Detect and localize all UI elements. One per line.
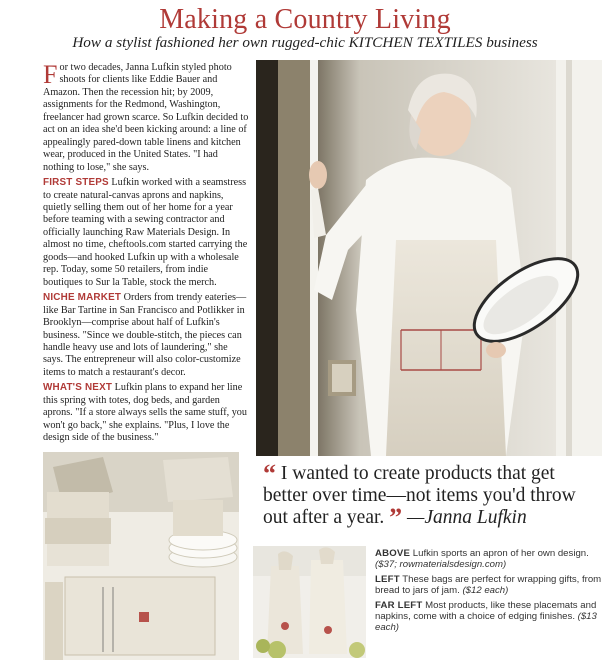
section-text: Lufkin worked with a seamstress to create natural-canvas aprons and napkins, quietly selling them out of her home for a year before teaming with a sewing contractor and officially launching Raw Materials Design. In almost no time, cheftools.com started carrying the goods—and hooked Lufkin up with a wholesale rep. Today, some 50 retailers, from indie boutiques to Sur la Table, stock the merch.	[43, 177, 248, 288]
drop-cap: F	[43, 60, 58, 89]
section-text: Lufkin plans to expand her line this spring with totes, dog beds, and garden aprons. "If a store always sells the same stuff, you won't go back," she explains. "Plus, I love the design side of the business."	[43, 382, 247, 444]
section-first-steps	[43, 177, 249, 289]
photo-placemats-napkins	[43, 452, 239, 660]
page-subtitle: How a stylist fashioned her own rugged-chic KITCHEN TEXTILES business	[72, 34, 538, 51]
section-heading: FIRST STEPS	[43, 177, 109, 189]
article-intro	[43, 62, 249, 174]
caption-above: ABOVE Lufkin sports an apron of her own design. ($37; rowmaterialsdesign.com)	[375, 548, 589, 571]
intro-text: or two decades, Janna Lufkin styled photo shoots for clients like Eddie Bauer and Amazon. Then the recession hit; by 2009, assignments for the Redmond, Washington, freelancer had grown scarce. So Lufkin decided to act on an idea she'd been kicking around: a line of appealingly pared-down table linens and kitchen wear, produced in the United States. "I had nothing to lose," she says.	[43, 62, 249, 173]
pull-quote-attribution: —Janna Lufkin	[407, 507, 527, 528]
section-text: Orders from trendy eateries—like Bar Tartine in San Francisco and Potlikker in Brooklyn—comprise about half of Lufkin's business. "Since we double-stitch, the pieces can handle heavy use and lots of laundering," she says. The entrepreneur will also color-customize items to match a restaurant's decor.	[43, 292, 247, 378]
article-body	[43, 62, 249, 448]
caption-left: LEFT These bags are perfect for wrapping gifts, from bread to jars of jam. ($12 each)	[375, 573, 602, 597]
pull-quote-text: I wanted to create products that get better over time—not items you'd throw out after a year.	[263, 463, 576, 528]
main-photo-stylist	[256, 60, 602, 456]
photo-captions	[375, 548, 603, 637]
section-niche-market	[43, 292, 249, 379]
caption-far-left: FAR LEFT Most products, like these placemats and napkins, come with a choice of edging finishes. ($13 each)	[375, 599, 597, 634]
pull-quote	[263, 459, 598, 532]
section-whats-next	[43, 382, 249, 444]
close-quote-mark: ”	[389, 503, 403, 532]
section-heading: NICHE MARKET	[43, 292, 122, 304]
page-title: Making a Country Living	[159, 4, 451, 35]
photo-gift-bags	[253, 546, 366, 658]
open-quote-mark: “	[263, 459, 276, 488]
section-heading: WHAT'S NEXT	[43, 382, 113, 394]
